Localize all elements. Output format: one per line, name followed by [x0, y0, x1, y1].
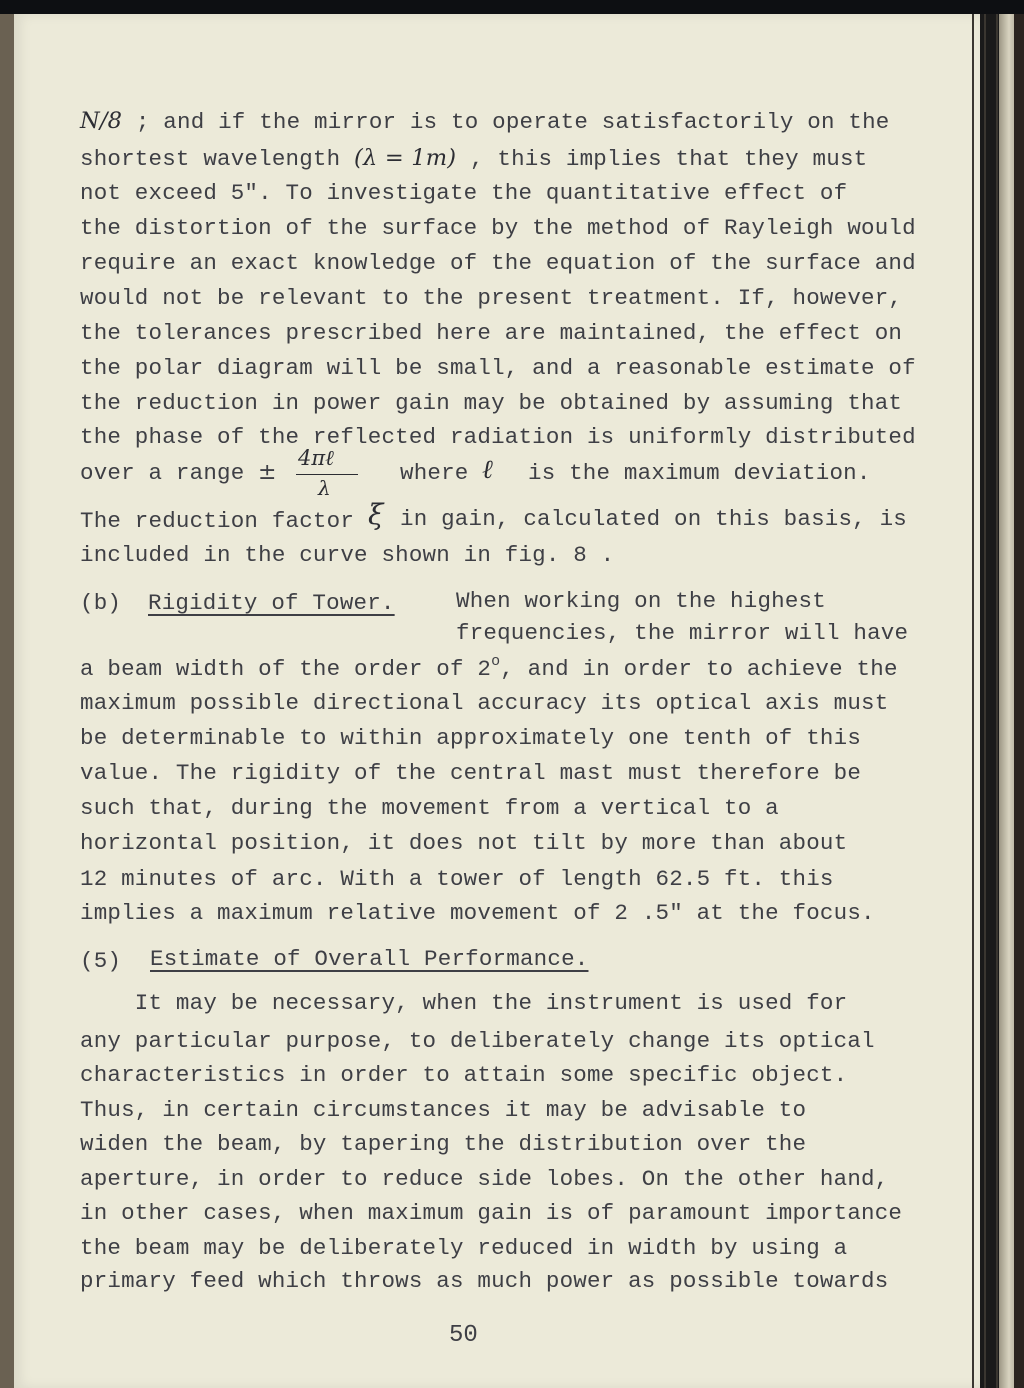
plus-minus-symbol: ±	[258, 460, 277, 485]
text-line: characteristics in order to attain some specific object.	[80, 1062, 848, 1088]
text-line: the polar diagram will be small, and a reasonable estimate of	[80, 355, 916, 381]
text-line: the phase of the reflected radiation is uniformly distributed	[80, 424, 916, 450]
text-line: in gain, calculated on this basis, is	[400, 506, 907, 532]
line-text: , and in order to achieve the	[500, 656, 898, 682]
page-edge-line	[996, 14, 998, 1388]
line-text: ; and if the mirror is to operate satisfactorily on the	[122, 109, 890, 135]
text-line: would not be relevant to the present treatment. If, however,	[80, 285, 903, 311]
line-text: a beam width of the order of 2	[80, 656, 492, 682]
page-number: 50	[449, 1322, 478, 1349]
text-line: It may be necessary, when the instrument is used for	[80, 990, 848, 1016]
text-line	[80, 653, 898, 685]
text-line: require an exact knowledge of the equation of the surface and	[80, 250, 916, 276]
text-line: any particular purpose, to deliberately change its optical	[80, 1028, 875, 1054]
line-text: , this implies that they must	[456, 146, 868, 172]
text-line: Thus, in certain circumstances it may be advisable to	[80, 1097, 807, 1123]
text-line: included in the curve shown in fig. 8 .	[80, 542, 615, 568]
text-line: such that, during the movement from a vertical to a	[80, 795, 779, 821]
section-heading: Rigidity of Tower.	[148, 590, 395, 616]
text-line: is the maximum deviation.	[528, 460, 871, 486]
text-line: implies a maximum relative movement of 2 .5" at the focus.	[80, 900, 875, 926]
scan-top-edge	[0, 0, 1024, 14]
text-line: frequencies, the mirror will have	[456, 620, 909, 646]
book-cover-edge	[1014, 14, 1024, 1388]
text-line: value. The rigidity of the central mast must therefore be	[80, 760, 862, 786]
text-line: be determinable to within approximately one tenth of this	[80, 725, 862, 751]
text-line: the distortion of the surface by the method of Rayleigh would	[80, 215, 916, 241]
handwritten-ell: ℓ	[482, 455, 493, 485]
degree-superscript: o	[491, 653, 501, 670]
text-line: where	[400, 460, 469, 486]
handwritten-fraction: N/8	[80, 108, 123, 134]
page-edge-line	[984, 14, 986, 1388]
line-text: shortest wavelength	[80, 146, 355, 172]
text-line	[80, 145, 867, 172]
text-line: The reduction factor	[80, 508, 355, 534]
formula-denominator: λ	[318, 476, 331, 500]
text-line: When working on the highest	[456, 588, 826, 614]
text-line: over a range	[80, 460, 245, 486]
section-label: (b)	[80, 590, 122, 616]
formula-numerator: 4πℓ	[298, 446, 334, 470]
text-line: aperture, in order to reduce side lobes. On the other hand,	[80, 1166, 889, 1192]
text-line: the beam may be deliberately reduced in width by using a	[80, 1235, 848, 1261]
text-line: horizontal position, it does not tilt by more than about	[80, 830, 848, 856]
section-heading: Estimate of Overall Performance.	[150, 946, 589, 972]
text-line: widen the beam, by tapering the distribution over the	[80, 1131, 807, 1157]
text-line: in other cases, when maximum gain is of paramount importance	[80, 1200, 903, 1226]
text-line: maximum possible directional accuracy its optical axis must	[80, 690, 889, 716]
text-line: 12 minutes of arc. With a tower of length 62.5 ft. this	[80, 866, 834, 892]
text-line: the tolerances prescribed here are maintained, the effect on	[80, 320, 903, 346]
handwritten-wavelength: (λ = 1m)	[354, 145, 457, 171]
formula-fraction-bar	[296, 474, 358, 475]
handwritten-xi: ξ	[368, 498, 384, 531]
text-line: the reduction in power gain may be obtained by assuming that	[80, 390, 903, 416]
text-line: not exceed 5". To investigate the quantitative effect of	[80, 180, 848, 206]
text-line	[80, 108, 890, 135]
scan-left-edge	[0, 14, 14, 1388]
text-line: primary feed which throws as much power as possible towards	[80, 1268, 889, 1294]
section-label: (5)	[80, 948, 122, 974]
page-edge-line	[972, 14, 974, 1388]
